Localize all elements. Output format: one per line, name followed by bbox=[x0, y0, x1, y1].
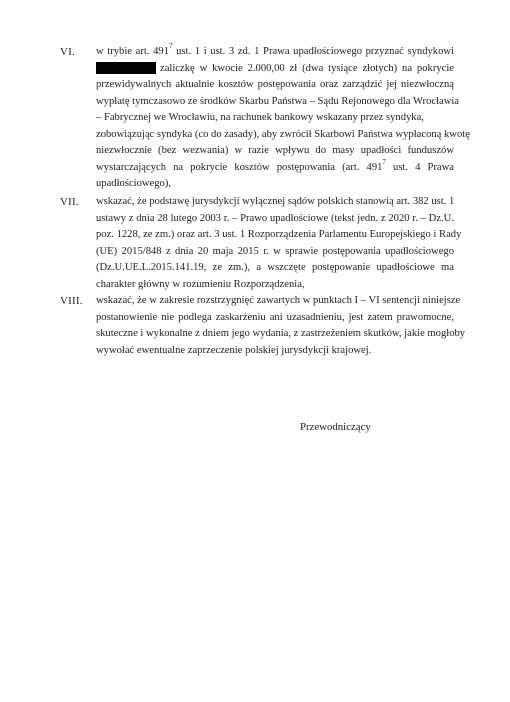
text-line: upadłościowego), bbox=[96, 178, 172, 189]
signature-label: Przewodniczący bbox=[300, 421, 371, 433]
text-line: – Fabrycznej we Wrocławiu, na rachunek bankowy wskazany przez syndyka, bbox=[96, 112, 424, 123]
text-line: przewidywalnych aktualnie kosztów postępowania oraz zarządzić jej niezwłoczną bbox=[96, 79, 454, 90]
text-line: w trybie art. $491^7$ ust. 1 i ust. 3 zd. 1 Prawa upadłościowego przyznać syndykowi bbox=[96, 42, 454, 57]
text-line: wskazać, że w zakresie rozstrzygnięć zawartych w punktach I – VI sentencji niniejsze bbox=[96, 295, 461, 306]
text-line: wskazać, że podstawę jurysdykcji wyłącznej sądów polskich stanowią art. 382 ust. 1 bbox=[96, 196, 455, 207]
section-number: VIII. bbox=[60, 295, 83, 307]
redaction-bar bbox=[96, 62, 156, 74]
text-line: zobowiązując syndyka (co do zasady), aby zwrócił Skarbowi Państwa wypłaconą kwotę bbox=[96, 128, 470, 140]
text-line: poz. 1228, ze zm.) oraz art. 3 ust. 1 Rozporządzenia Parlamentu Europejskiego i Rady bbox=[96, 229, 462, 240]
text-line: skuteczne i wykonalne z dniem jego wydania, z zastrzeżeniem skutków, jakie mogłoby bbox=[96, 328, 466, 339]
section-number: VII. bbox=[60, 196, 79, 208]
text-line: (UE) 2015/848 z dnia 20 maja 2015 r. w sprawie postępowania upadłościowego bbox=[96, 245, 454, 257]
text-line: (Dz.U.UE.L.2015.141.19, ze zm.), a wszczęte postępowanie upadłościowe ma bbox=[96, 262, 454, 273]
text-line: wystarczających na pokrycie kosztów postępowania (art. $491^7$ ust. 4 Prawa bbox=[96, 157, 454, 173]
text-line: niezwłocznie (bez wezwania) w razie wpływu do masy upadłości funduszów bbox=[96, 145, 454, 156]
text-line: charakter główny w rozumieniu Rozporządzenia, bbox=[96, 278, 305, 290]
text-line: wywołać ewentualne zaprzeczenie polskiej jurysdykcji krajowej. bbox=[96, 344, 372, 356]
text-line: wypłatę tymczasowo ze środków Skarbu Państwa – Sądu Rejonowego dla Wrocławia bbox=[96, 95, 460, 107]
text-line: ustawy z dnia 28 lutego 2003 r. – Prawo upadłościowe (tekst jedn. z 2020 r. – Dz.U. bbox=[96, 212, 454, 224]
text-line: postanowienie nie podlega zaskarżeniu ani uzasadnieniu, jest zatem prawomocne, bbox=[96, 311, 454, 323]
section-number: VI. bbox=[60, 46, 75, 58]
text-line: zaliczkę w kwocie 2.000,00 zł (dwa tysiące złotych) na pokrycie bbox=[96, 61, 454, 78]
